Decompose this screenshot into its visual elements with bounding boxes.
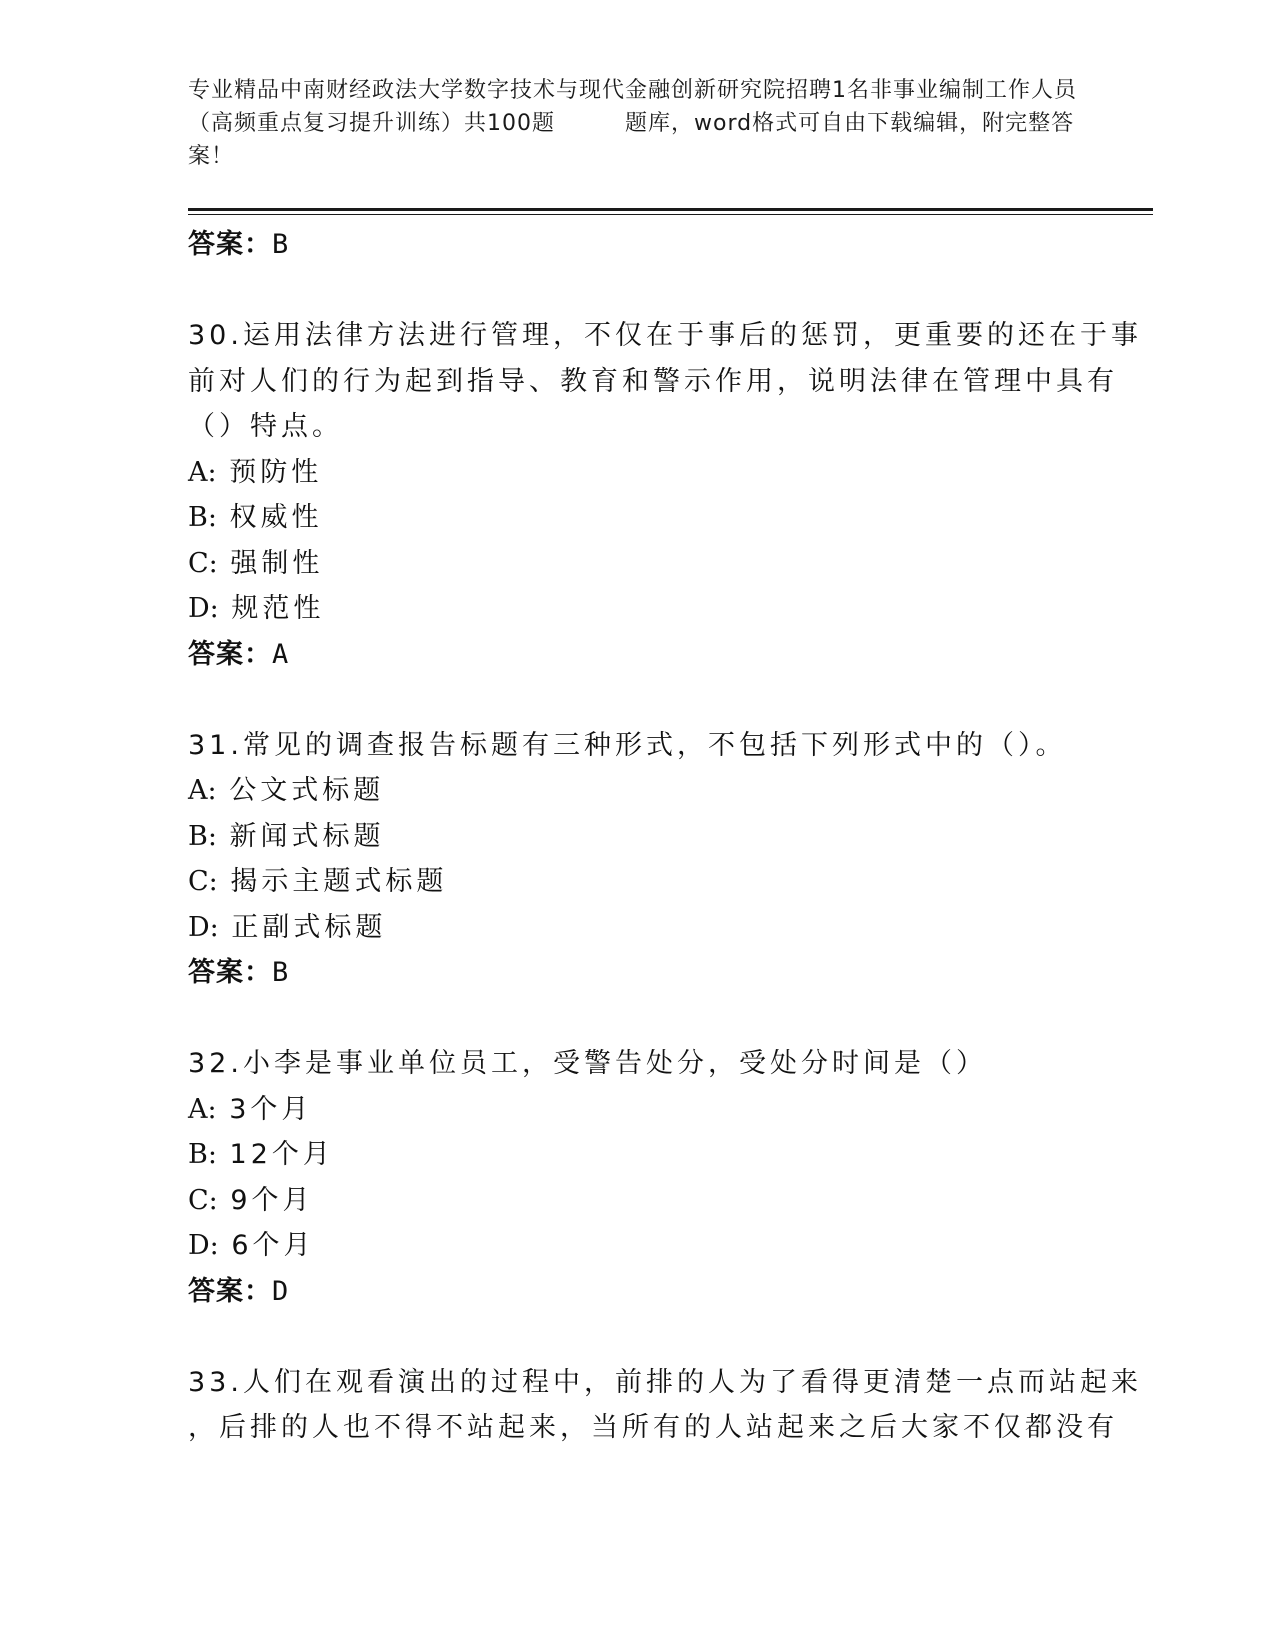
option-c [188,859,1078,905]
option-a [188,1087,1078,1133]
option-d [188,1223,1078,1269]
question-stem-line: （）特点。 [188,411,343,442]
option-key: A: [188,775,217,806]
option-text: 揭示主题式标题 [230,866,448,897]
option-key: A: [188,456,217,488]
question-spacer [188,996,1078,1042]
answer-label: 答案： [188,1275,272,1307]
option-c [188,1178,1078,1224]
option-text: 3个月 [229,1093,313,1125]
option-key: C: [188,866,218,897]
header-rule-thick [188,208,1153,211]
question-31 [188,723,1078,996]
option-key: B: [188,820,217,852]
option-key: D: [188,911,219,943]
option-key: B: [188,502,217,533]
option-b [188,1132,1078,1178]
header-title-part1: 专业精品中南财经政法大学数字技术与现代金融创新研究院招聘1名非事业编制工作人员（高频重点复习提升训练）共100题 [188,78,1077,136]
option-text: 规范性 [231,593,325,624]
answer-value: B [272,957,290,988]
option-d [188,586,1078,632]
question-spacer [188,677,1078,723]
header-title-part2: 题库，word格式可自由下载编辑，附完整答案！ [188,111,1075,169]
option-key: C: [188,1184,218,1216]
option-b [188,495,1078,541]
answer-label: 答案： [188,229,272,260]
question-33 [188,1360,1142,1451]
question-spacer [188,268,1078,314]
page-header [188,74,1088,173]
question-30 [188,313,1142,677]
answer-line [188,632,1078,678]
option-a [188,450,1078,496]
option-text: 权威性 [229,502,323,533]
answer-label: 答案： [188,957,272,988]
question-spacer [188,1314,1078,1360]
question-stem-line: 前对人们的行为起到指导、教育和警示作用，说明法律在管理中具有 [188,365,1118,397]
option-key: D: [188,593,219,624]
option-key: C: [188,547,218,579]
option-text: 正副式标题 [231,911,387,943]
question-list [188,222,1142,1451]
option-b [188,814,1078,860]
option-text: 预防性 [229,456,323,488]
option-text: 6个月 [231,1230,315,1261]
header-rule-thin [188,214,1153,215]
question-stem-line: 33.人们在观看演出的过程中，前排的人为了看得更清楚一点而站起来 [188,1366,1142,1398]
option-text: 公文式标题 [229,775,385,806]
question-32 [188,1041,1078,1314]
answer-label: 答案： [188,638,272,670]
question-stem-line: 30.运用法律方法进行管理，不仅在于事后的惩罚，更重要的还在于事 [188,320,1142,351]
answer-line [188,222,1078,268]
question-stem-line: 32.小李是事业单位员工，受警告处分，受处分时间是（） [188,1048,987,1079]
option-text: 新闻式标题 [229,820,385,852]
option-key: B: [188,1139,217,1170]
option-text: 12个月 [229,1139,334,1170]
question-stem-line: ，后排的人也不得不站起来，当所有的人站起来之后大家不仅都没有 [188,1412,1118,1443]
question-stem-line: 31.常见的调查报告标题有三种形式，不包括下列形式中的（）。 [188,729,1067,761]
option-text: 强制性 [230,547,324,579]
option-key: A: [188,1093,217,1125]
option-a [188,768,1078,814]
answer-value: A [272,638,290,670]
answer-value: B [272,229,290,260]
option-text: 9个月 [230,1184,314,1216]
option-c [188,541,1078,587]
option-d [188,905,1078,951]
answer-value: D [272,1275,290,1307]
answer-line [188,950,1078,996]
answer-line [188,1269,1078,1315]
option-key: D: [188,1230,219,1261]
